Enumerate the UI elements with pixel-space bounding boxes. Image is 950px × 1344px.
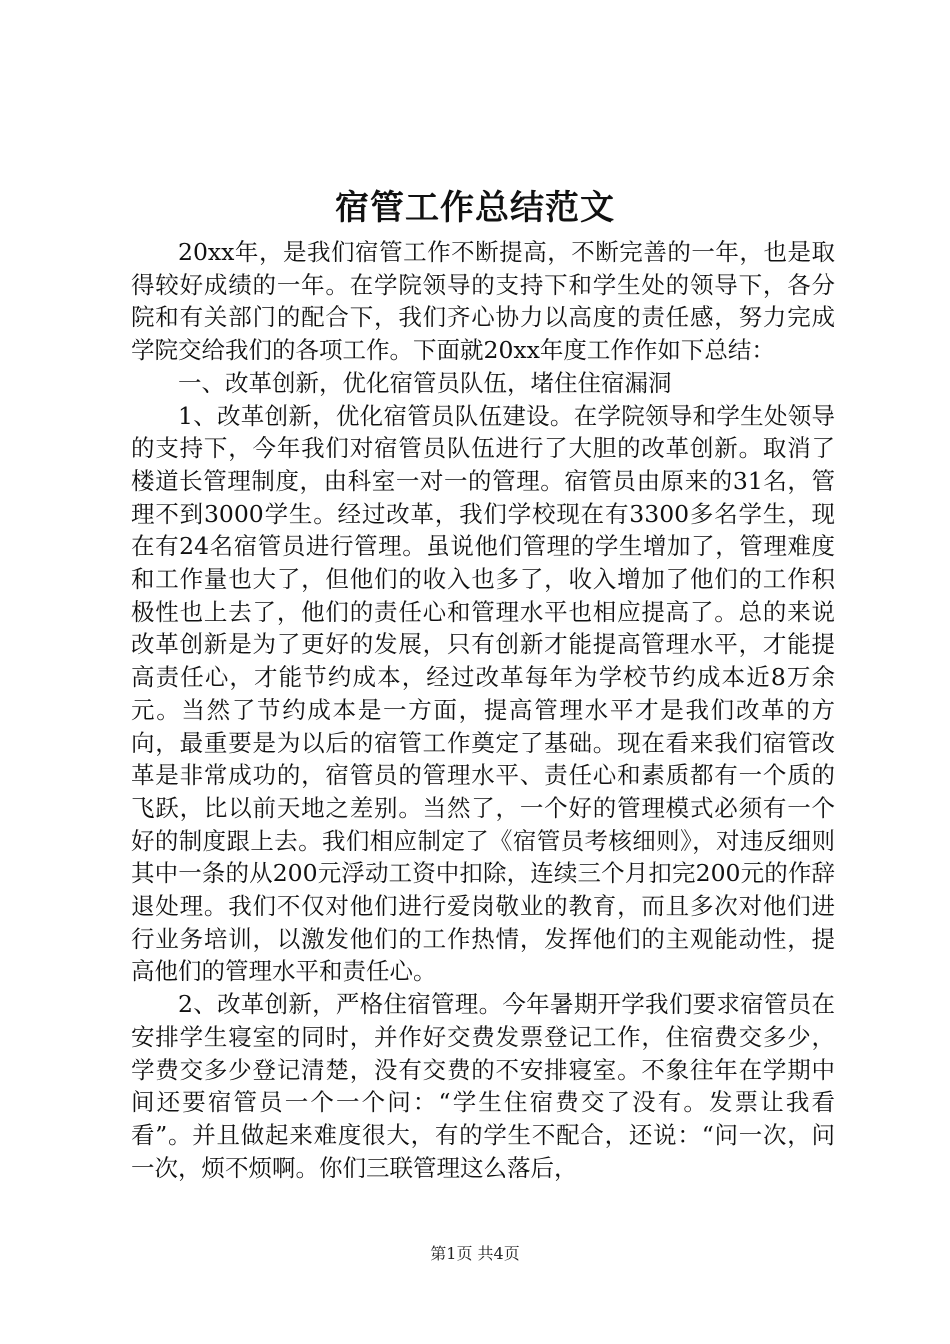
paragraph-item-2: 2、改革创新，严格住宿管理。今年暑期开学我们要求宿管员在安排学生寝室的同时，并作好交费发票登记工作，住宿费交多少，学费交多少登记清楚，没有交费的不安排寝室。不象往年在学期中间还要宿管员一个一个问：“学生住宿费交了没有。发票让我看看”。并且做起来难度很大，有的学生不配合，还说：“问一次，问一次，烦不烦啊。你们三联管理这么落后， <box>131 990 835 1182</box>
document-title: 宿管工作总结范文 <box>335 188 615 228</box>
document-body <box>131 236 835 1184</box>
paragraph-item-1: 1、改革创新，优化宿管员队伍建设。在学院领导和学生处领导的支持下，今年我们对宿管员队伍进行了大胆的改革创新。取消了楼道长管理制度，由科室一对一的管理。宿管员由原来的31名，管理不到3000学生。经过改革，我们学校现在有3300多名学生，现在有24名宿管员进行管理。虽说他们管理的学生增加了，管理难度和工作量也大了，但他们的收入也多了，收入增加了他们的工作积极性也上去了，他们的责任心和管理水平也相应提高了。总的来说改革创新是为了更好的发展，只有创新才能提高管理水平，才能提高责任心，才能节约成本，经过改革每年为学校节约成本近8万余元。当然了节约成本是一方面，提高管理水平才是我们改革的方向，最重要是为以后的宿管工作奠定了基础。现在看来我们宿管改革是非常成功的，宿管员的管理水平、责任心和素质都有一个质的飞跃，比以前天地之差别。当然了，一个好的管理模式必须有一个好的制度跟上去。我们相应制定了《宿管员考核细则》，对违反细则其中一条的从200元浮动工资中扣除，连续三个月扣完200元的作辞退处理。我们不仅对他们进行爱岗敬业的教育，而且多次对他们进行业务培训，以激发他们的工作热情，发挥他们的主观能动性，提高他们的管理水平和责任心。 <box>131 401 835 986</box>
page-number-footer: 第1页 共4页 <box>430 1244 520 1263</box>
section-heading-1: 一、改革创新，优化宿管员队伍，堵住住宿漏洞 <box>178 368 672 397</box>
paragraph-intro: 20xx年，是我们宿管工作不断提高，不断完善的一年，也是取得较好成绩的一年。在学院领导的支持下和学生处的领导下，各分院和有关部门的配合下，我们齐心协力以高度的责任感，努力完成学院交给我们的各项工作。下面就20xx年度工作作如下总结： <box>131 238 835 365</box>
